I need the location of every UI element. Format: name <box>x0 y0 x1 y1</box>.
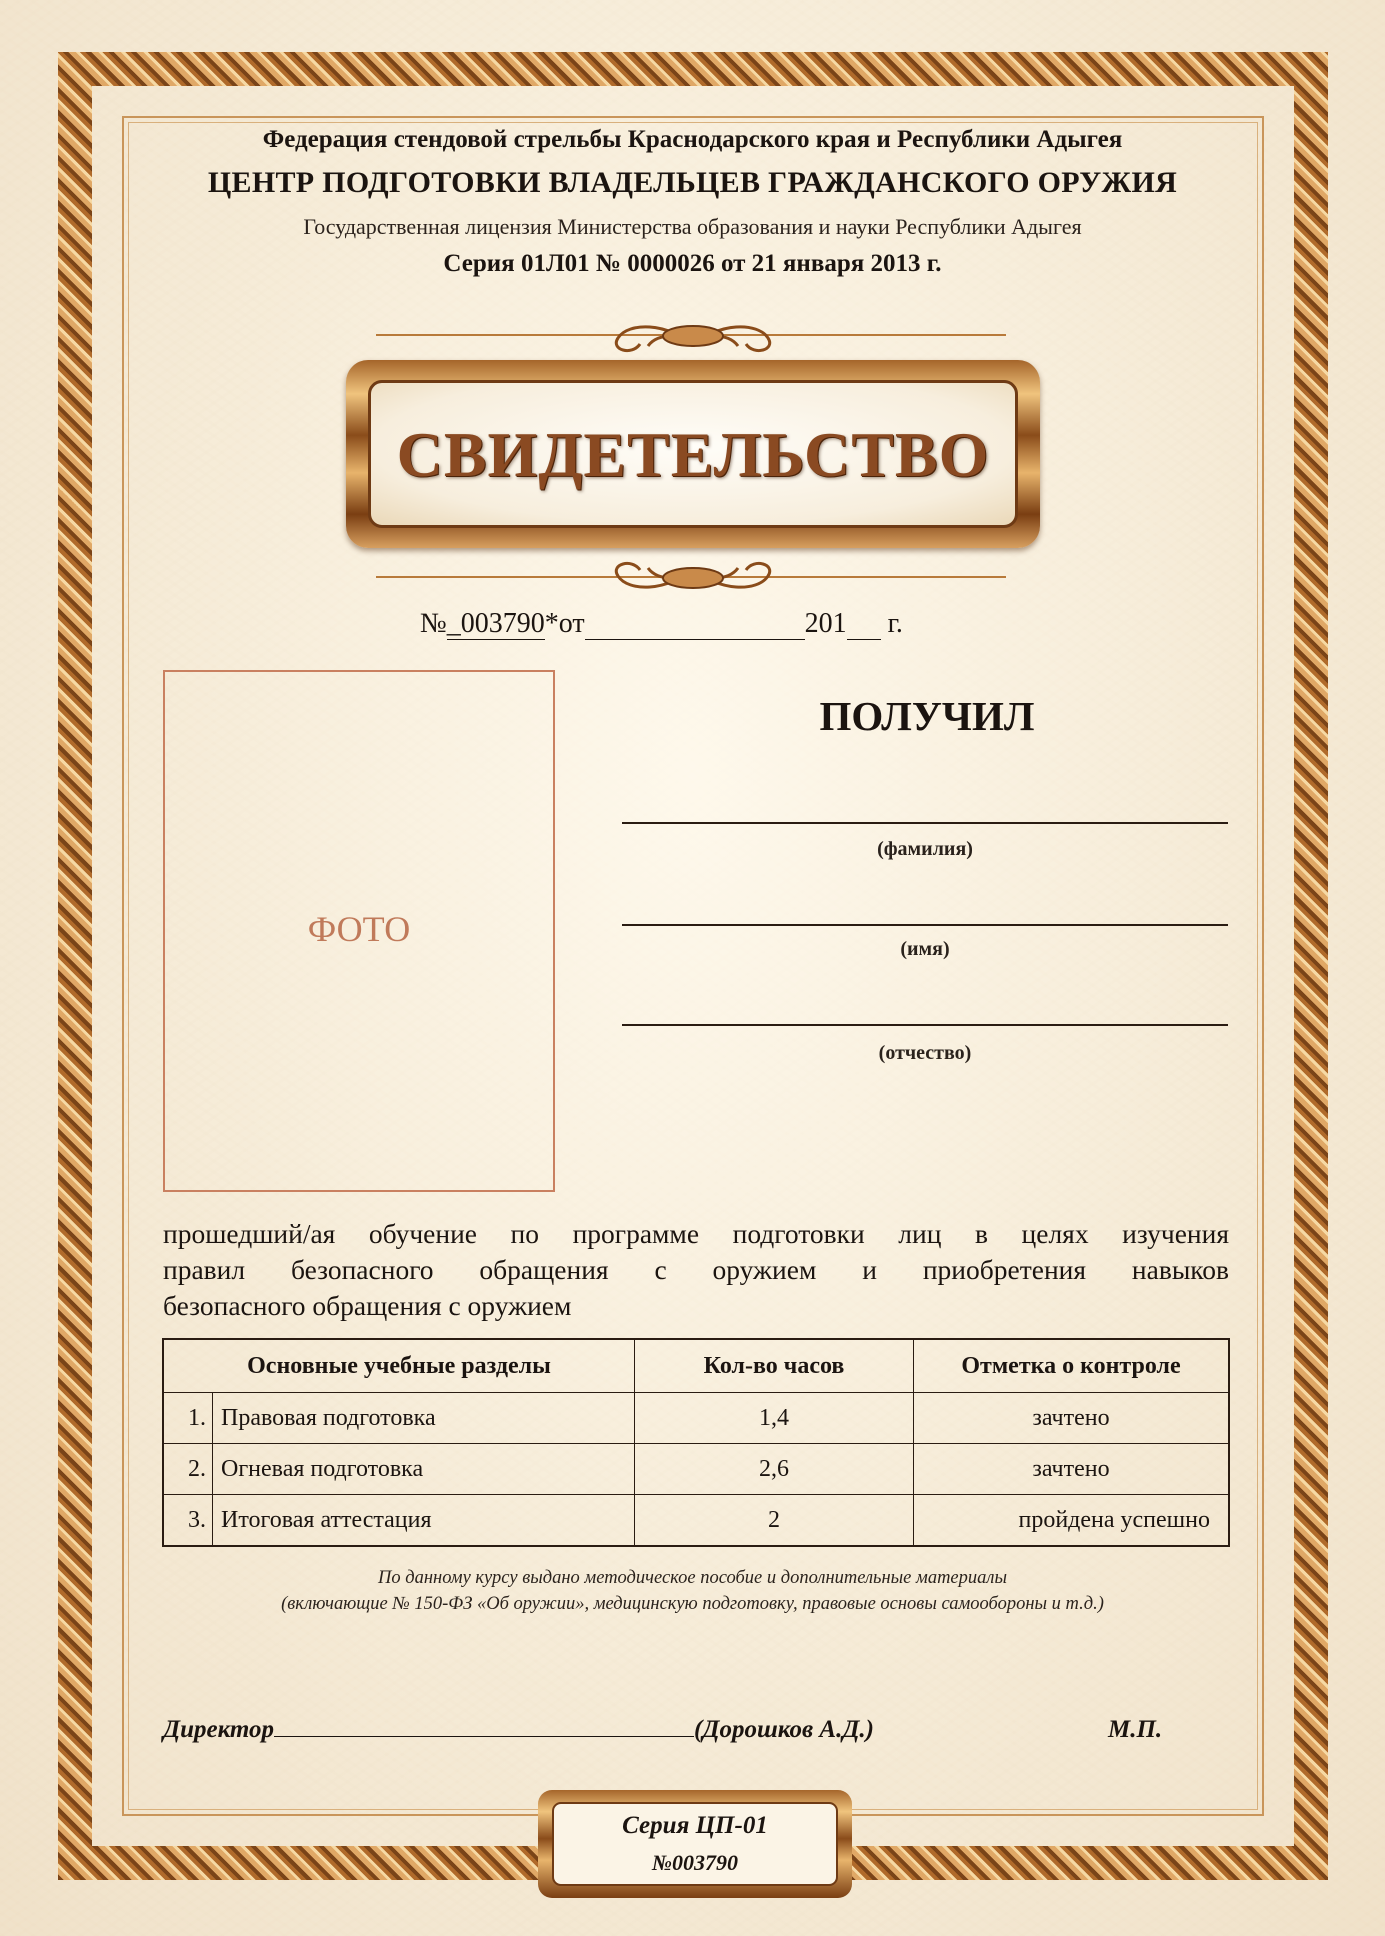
series-number: №003790 <box>651 1850 739 1875</box>
courses-table <box>162 1338 1230 1547</box>
row-number: 3. <box>163 1495 213 1547</box>
from-label: от <box>558 608 585 639</box>
paragraph-line: правил безопасного обращения с оружием и приобретения навыков <box>163 1254 1229 1285</box>
section-mark: пройдена успешно <box>914 1495 1230 1547</box>
scroll-ornament-bottom <box>588 552 798 598</box>
row-number: 1. <box>163 1393 213 1444</box>
surname-caption: (фамилия) <box>877 838 973 860</box>
section-hours: 1,4 <box>635 1393 914 1444</box>
section-name: Итоговая аттестация <box>213 1495 635 1547</box>
section-name: Правовая подготовка <box>213 1393 635 1444</box>
table-row <box>163 1393 1229 1444</box>
section-hours: 2 <box>635 1495 914 1547</box>
section-mark: зачтено <box>914 1393 1230 1444</box>
note-line-2: (включающие № 150-ФЗ «Об оружии», медицинскую подготовку, правовые основы самообороны и т.д.) <box>281 1594 1104 1614</box>
center-title: ЦЕНТР ПОДГОТОВКИ ВЛАДЕЛЬЦЕВ ГРАЖДАНСКОГО ОРУЖИЯ <box>207 166 1178 199</box>
certificate-title: СВИДЕТЕЛЬСТВО <box>396 419 990 490</box>
paragraph-line: прошедший/ая обучение по программе подготовки лиц в целях изучения <box>163 1218 1229 1249</box>
section-mark: зачтено <box>914 1444 1230 1495</box>
column-header-sections: Основные учебные разделы <box>163 1339 635 1393</box>
training-paragraph <box>163 1216 1229 1324</box>
license-text: Государственная лицензия Министерства образования и науки Республики Адыгея <box>303 214 1082 239</box>
name-line <box>622 924 1228 926</box>
seal-mark: М.П. <box>1108 1716 1163 1743</box>
note-line-1: По данному курсу выдано методическое пособие и дополнительные материалы <box>378 1568 1007 1588</box>
table-header-row <box>163 1339 1229 1393</box>
number-mark: * <box>544 608 559 639</box>
director-name: (Дорошков А.Д.) <box>694 1716 874 1743</box>
federation-title: Федерация стендовой стрельбы Краснодарского края и Республики Адыгея <box>262 126 1123 153</box>
director-signature <box>163 1714 874 1744</box>
received-heading: ПОЛУЧИЛ <box>819 693 1035 739</box>
name-caption: (имя) <box>900 938 950 960</box>
patronymic-caption: (отчество) <box>878 1042 972 1064</box>
year-blank <box>847 613 881 640</box>
year-suffix: г. <box>887 608 903 639</box>
signature-line <box>274 1714 694 1737</box>
license-series: Серия 01Л01 № 0000026 от 21 января 2013 г. <box>443 250 942 277</box>
surname-line <box>622 822 1228 824</box>
section-name: Огневая подготовка <box>213 1444 635 1495</box>
table-row <box>163 1444 1229 1495</box>
certificate-number: _003790 <box>446 608 545 639</box>
date-blank <box>585 613 805 640</box>
table-row <box>163 1495 1229 1547</box>
year-prefix: 201 <box>804 608 847 639</box>
certificate-number-line <box>420 608 903 640</box>
photo-label: ФОТО <box>307 909 411 949</box>
column-header-hours: Кол-во часов <box>635 1339 914 1393</box>
section-hours: 2,6 <box>635 1444 914 1495</box>
patronymic-line <box>622 1024 1228 1026</box>
scroll-ornament-top <box>588 316 798 362</box>
column-header-control: Отметка о контроле <box>914 1339 1230 1393</box>
number-sign: № <box>420 608 447 639</box>
paragraph-line: безопасного обращения с оружием <box>163 1290 572 1321</box>
row-number: 2. <box>163 1444 213 1495</box>
director-label: Директор <box>163 1716 275 1743</box>
series-label: Серия ЦП-01 <box>622 1812 768 1839</box>
